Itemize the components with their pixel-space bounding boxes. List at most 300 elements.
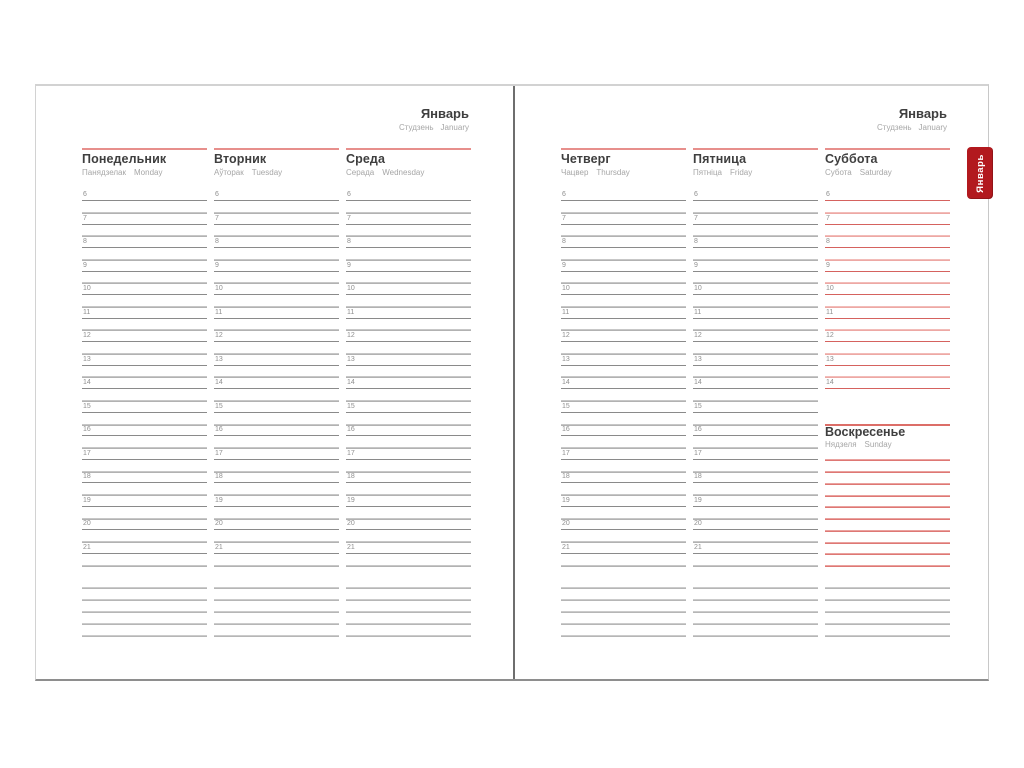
- hour-line: [693, 271, 818, 272]
- day-name: Суббота: [825, 152, 878, 166]
- hour-number: 17: [694, 449, 702, 457]
- hour-number: 15: [694, 402, 702, 410]
- day-sublabel: [346, 168, 471, 177]
- hour-line: [346, 294, 471, 295]
- hour-line: [82, 482, 207, 483]
- hour-line: [693, 553, 818, 554]
- diary-right-page: [513, 86, 988, 679]
- hour-number: 17: [215, 449, 223, 457]
- day-name-english: Saturday: [859, 168, 892, 177]
- hour-line: [825, 318, 950, 319]
- hour-number: 11: [215, 308, 223, 316]
- day-name-local: Аўторак: [214, 168, 244, 177]
- day-name: Вторник: [214, 152, 267, 166]
- half-hour-line: [693, 424, 818, 426]
- hour-line: [346, 318, 471, 319]
- notes-line: [82, 611, 207, 613]
- diary-left-page: [36, 86, 513, 679]
- notes-line: [825, 623, 950, 625]
- hour-line: [214, 200, 339, 201]
- hour-number: 14: [826, 379, 834, 387]
- hour-line: [825, 271, 950, 272]
- hour-line: [214, 318, 339, 319]
- hour-number: 7: [83, 214, 87, 222]
- half-hour-line: [214, 424, 339, 426]
- half-hour-line: [693, 235, 818, 237]
- notes-line: [825, 611, 950, 613]
- hour-number: 14: [694, 379, 702, 387]
- hour-number: 8: [826, 238, 830, 246]
- half-hour-line: [214, 494, 339, 496]
- notes-line: [82, 623, 207, 625]
- half-hour-line: [561, 282, 686, 284]
- day-header-rule: [825, 148, 950, 150]
- half-hour-line: [825, 306, 950, 308]
- sunday-writing-line: [825, 553, 950, 555]
- half-hour-line: [82, 518, 207, 520]
- hour-line: [214, 247, 339, 248]
- half-hour-line: [346, 541, 471, 543]
- day-name-local: Панядзелак: [82, 168, 126, 177]
- hour-number: 10: [347, 285, 355, 293]
- hour-number: 8: [694, 238, 698, 246]
- notes-line: [693, 587, 818, 589]
- day-column: [693, 148, 818, 640]
- hour-number: 19: [83, 496, 91, 504]
- half-hour-line: [214, 541, 339, 543]
- hour-line: [693, 435, 818, 436]
- hour-number: 6: [826, 191, 830, 198]
- half-hour-line: [561, 424, 686, 426]
- hour-number: 18: [694, 473, 702, 481]
- hour-number: 8: [562, 238, 566, 246]
- hour-number: 9: [694, 261, 698, 269]
- month-header: [877, 107, 947, 132]
- hour-number: 6: [562, 191, 566, 198]
- hour-number: 12: [83, 332, 91, 340]
- half-hour-line: [693, 259, 818, 261]
- hour-line: [82, 341, 207, 342]
- half-hour-line: [693, 212, 818, 214]
- half-hour-line: [346, 376, 471, 378]
- hour-number: 20: [347, 520, 355, 528]
- month-title: Январь: [420, 106, 469, 121]
- day-name-english: Wednesday: [382, 168, 425, 177]
- notes-line: [82, 587, 207, 589]
- hour-number: 9: [83, 261, 87, 269]
- hour-line: [214, 482, 339, 483]
- hour-number: 12: [215, 332, 223, 340]
- half-hour-line: [561, 565, 686, 567]
- day-column: [214, 148, 339, 640]
- half-hour-line: [561, 259, 686, 261]
- hour-number: 14: [562, 379, 570, 387]
- hour-number: 15: [215, 402, 223, 410]
- hour-line: [346, 482, 471, 483]
- hour-number: 9: [347, 261, 351, 269]
- day-column: [561, 148, 686, 640]
- day-name-local: Чацвер: [561, 168, 589, 177]
- hour-line: [214, 271, 339, 272]
- sunday-writing-line: [825, 542, 950, 544]
- half-hour-line: [561, 212, 686, 214]
- day-sublabel: [693, 168, 818, 177]
- half-hour-line: [214, 400, 339, 402]
- hour-line: [693, 388, 818, 389]
- hour-number: 15: [83, 402, 91, 410]
- sunday-writing-line: [825, 530, 950, 532]
- half-hour-line: [214, 235, 339, 237]
- hour-number: 11: [562, 308, 570, 316]
- hour-line: [346, 529, 471, 530]
- half-hour-line: [561, 471, 686, 473]
- half-hour-line: [693, 400, 818, 402]
- hour-number: 6: [347, 191, 351, 198]
- hour-line: [561, 412, 686, 413]
- hour-line: [214, 506, 339, 507]
- notes-line: [693, 611, 818, 613]
- half-hour-line: [346, 447, 471, 449]
- day-name-local: Субота: [825, 168, 852, 177]
- half-hour-line: [825, 282, 950, 284]
- half-hour-line: [693, 282, 818, 284]
- notes-line: [214, 599, 339, 601]
- hour-line: [693, 365, 818, 366]
- hour-number: 10: [694, 285, 702, 293]
- month-subtitle: [399, 123, 469, 132]
- half-hour-line: [346, 518, 471, 520]
- hour-line: [825, 341, 950, 342]
- hour-number: 16: [694, 426, 702, 434]
- hour-line: [346, 388, 471, 389]
- month-name-local: Студзень: [876, 123, 912, 132]
- hour-number: 14: [215, 379, 223, 387]
- half-hour-line: [561, 541, 686, 543]
- notes-line: [214, 611, 339, 613]
- hour-number: 19: [215, 496, 223, 504]
- half-hour-line: [825, 376, 950, 378]
- hour-grid: [693, 191, 818, 640]
- half-hour-line: [561, 306, 686, 308]
- half-hour-line: [693, 565, 818, 567]
- half-hour-line: [214, 353, 339, 355]
- half-hour-line: [82, 447, 207, 449]
- sunday-name-english: Sunday: [864, 439, 892, 449]
- half-hour-line: [693, 471, 818, 473]
- hour-number: 17: [83, 449, 91, 457]
- half-hour-line: [214, 212, 339, 214]
- hour-number: 15: [562, 402, 570, 410]
- half-hour-line: [561, 518, 686, 520]
- hour-line: [82, 200, 207, 201]
- hour-line: [561, 482, 686, 483]
- hour-line: [82, 247, 207, 248]
- hour-line: [561, 529, 686, 530]
- notes-line: [561, 599, 686, 601]
- month-header: [399, 107, 469, 132]
- hour-number: 21: [694, 543, 702, 551]
- hour-line: [825, 200, 950, 201]
- half-hour-line: [561, 329, 686, 331]
- half-hour-line: [214, 447, 339, 449]
- notes-line: [561, 635, 686, 637]
- hour-line: [214, 435, 339, 436]
- notes-line: [693, 599, 818, 601]
- hour-line: [561, 506, 686, 507]
- hour-number: 21: [562, 543, 570, 551]
- half-hour-line: [346, 282, 471, 284]
- hour-line: [825, 224, 950, 225]
- half-hour-line: [214, 282, 339, 284]
- notes-line: [825, 587, 950, 589]
- hour-number: 7: [694, 214, 698, 222]
- hour-line: [561, 294, 686, 295]
- day-name: Среда: [346, 152, 386, 166]
- hour-line: [561, 388, 686, 389]
- hour-number: 8: [347, 238, 351, 246]
- hour-line: [693, 459, 818, 460]
- hour-line: [346, 247, 471, 248]
- hour-number: 7: [347, 214, 351, 222]
- hour-number: 6: [694, 191, 698, 198]
- half-hour-line: [346, 400, 471, 402]
- hour-number: 18: [562, 473, 570, 481]
- day-column: [82, 148, 207, 640]
- notes-line: [346, 635, 471, 637]
- hour-line: [214, 529, 339, 530]
- hour-number: 13: [826, 355, 834, 363]
- half-hour-line: [693, 541, 818, 543]
- half-hour-line: [693, 353, 818, 355]
- hour-number: 10: [83, 285, 91, 293]
- hour-line: [214, 459, 339, 460]
- half-hour-line: [82, 541, 207, 543]
- day-header-rule: [693, 148, 818, 150]
- day-header-rule: [561, 148, 686, 150]
- hour-line: [82, 294, 207, 295]
- month-name-english: January: [440, 123, 469, 132]
- month-name-english: January: [918, 123, 947, 132]
- hour-line: [561, 459, 686, 460]
- hour-line: [561, 341, 686, 342]
- half-hour-line: [561, 494, 686, 496]
- hour-number: 7: [215, 214, 219, 222]
- notes-line: [346, 599, 471, 601]
- month-tab-january[interactable]: [967, 147, 993, 199]
- hour-line: [214, 412, 339, 413]
- hour-line: [82, 388, 207, 389]
- hour-number: 18: [347, 473, 355, 481]
- half-hour-line: [825, 259, 950, 261]
- day-name-english: Thursday: [596, 168, 630, 177]
- hour-number: 10: [826, 285, 834, 293]
- half-hour-line: [82, 400, 207, 402]
- half-hour-line: [346, 565, 471, 567]
- hour-line: [825, 294, 950, 295]
- half-hour-line: [825, 235, 950, 237]
- half-hour-line: [82, 212, 207, 214]
- half-hour-line: [346, 259, 471, 261]
- day-name: Пятница: [693, 152, 747, 166]
- month-title: Январь: [898, 106, 947, 121]
- half-hour-line: [82, 565, 207, 567]
- hour-line: [82, 529, 207, 530]
- sunday-name-local: Нядзеля: [825, 439, 857, 449]
- hour-line: [693, 482, 818, 483]
- hour-line: [82, 224, 207, 225]
- hour-line: [346, 412, 471, 413]
- month-tab-label: Январь: [974, 153, 986, 193]
- half-hour-line: [82, 376, 207, 378]
- hour-number: 11: [347, 308, 355, 316]
- hour-number: 8: [215, 238, 219, 246]
- half-hour-line: [693, 329, 818, 331]
- hour-grid: [561, 191, 686, 640]
- month-subtitle: [877, 123, 947, 132]
- hour-line: [82, 318, 207, 319]
- hour-number: 15: [347, 402, 355, 410]
- notes-line: [214, 623, 339, 625]
- day-name-local: Серада: [346, 168, 375, 177]
- month-name-local: Студзень: [398, 123, 434, 132]
- day-name: Четверг: [561, 152, 611, 166]
- notes-line: [825, 599, 950, 601]
- hour-line: [693, 529, 818, 530]
- hour-line: [214, 294, 339, 295]
- hour-line: [82, 459, 207, 460]
- hour-number: 19: [347, 496, 355, 504]
- hour-line: [82, 435, 207, 436]
- hour-number: 13: [83, 355, 91, 363]
- half-hour-line: [346, 235, 471, 237]
- hour-line: [346, 224, 471, 225]
- hour-number: 16: [562, 426, 570, 434]
- half-hour-line: [693, 306, 818, 308]
- hour-number: 11: [694, 308, 702, 316]
- half-hour-line: [214, 471, 339, 473]
- hour-line: [214, 341, 339, 342]
- half-hour-line: [346, 353, 471, 355]
- hour-grid: [825, 191, 950, 640]
- day-sublabel: [82, 168, 207, 177]
- notes-line: [693, 623, 818, 625]
- hour-grid: [82, 191, 207, 640]
- half-hour-line: [82, 306, 207, 308]
- day-column: [825, 148, 950, 640]
- hour-line: [82, 365, 207, 366]
- half-hour-line: [214, 329, 339, 331]
- half-hour-line: [561, 353, 686, 355]
- half-hour-line: [82, 471, 207, 473]
- hour-number: 7: [826, 214, 830, 222]
- half-hour-line: [214, 518, 339, 520]
- half-hour-line: [82, 235, 207, 237]
- hour-line: [82, 412, 207, 413]
- hour-line: [693, 294, 818, 295]
- hour-line: [825, 247, 950, 248]
- day-header-rule: [82, 148, 207, 150]
- hour-number: 13: [347, 355, 355, 363]
- notes-line: [214, 635, 339, 637]
- sunday-writing-line: [825, 565, 950, 567]
- hour-number: 21: [215, 543, 223, 551]
- day-name: Понедельник: [82, 152, 167, 166]
- hour-line: [82, 506, 207, 507]
- hour-number: 20: [694, 520, 702, 528]
- hour-number: 14: [83, 379, 91, 387]
- hour-line: [346, 506, 471, 507]
- half-hour-line: [82, 259, 207, 261]
- hour-number: 19: [562, 496, 570, 504]
- half-hour-line: [693, 518, 818, 520]
- hour-number: 16: [347, 426, 355, 434]
- half-hour-line: [346, 329, 471, 331]
- hour-number: 21: [347, 543, 355, 551]
- hour-number: 11: [826, 308, 834, 316]
- day-columns: [82, 148, 471, 640]
- hour-number: 10: [215, 285, 223, 293]
- hour-line: [693, 412, 818, 413]
- sunday-day-sublabel: [825, 440, 892, 449]
- half-hour-line: [346, 471, 471, 473]
- hour-grid: [346, 191, 471, 640]
- half-hour-line: [561, 376, 686, 378]
- day-header-rule: [346, 148, 471, 150]
- hour-line: [346, 200, 471, 201]
- hour-number: 12: [694, 332, 702, 340]
- hour-line: [825, 365, 950, 366]
- half-hour-line: [346, 494, 471, 496]
- day-sublabel: [561, 168, 686, 177]
- day-columns: [561, 148, 950, 640]
- hour-number: 11: [83, 308, 91, 316]
- half-hour-line: [561, 235, 686, 237]
- hour-number: 13: [694, 355, 702, 363]
- sunday-writing-line: [825, 495, 950, 497]
- diary-spread: [35, 84, 989, 681]
- hour-number: 20: [83, 520, 91, 528]
- hour-line: [561, 247, 686, 248]
- hour-number: 20: [215, 520, 223, 528]
- hour-line: [561, 435, 686, 436]
- hour-number: 12: [826, 332, 834, 340]
- half-hour-line: [346, 212, 471, 214]
- sunday-writing-line: [825, 518, 950, 520]
- hour-number: 21: [83, 543, 91, 551]
- hour-number: 20: [562, 520, 570, 528]
- notes-line: [346, 587, 471, 589]
- day-sublabel: [214, 168, 339, 177]
- hour-line: [346, 271, 471, 272]
- day-column: [346, 148, 471, 640]
- notes-line: [561, 611, 686, 613]
- sunday-writing-line: [825, 471, 950, 473]
- hour-line: [214, 365, 339, 366]
- hour-line: [346, 553, 471, 554]
- hour-number: 14: [347, 379, 355, 387]
- half-hour-line: [693, 376, 818, 378]
- hour-line: [561, 200, 686, 201]
- hour-line: [561, 553, 686, 554]
- hour-line: [825, 388, 950, 389]
- half-hour-line: [214, 565, 339, 567]
- half-hour-line: [82, 329, 207, 331]
- notes-line: [346, 611, 471, 613]
- hour-line: [346, 435, 471, 436]
- hour-line: [346, 365, 471, 366]
- day-name-english: Tuesday: [251, 168, 283, 177]
- hour-grid: [214, 191, 339, 640]
